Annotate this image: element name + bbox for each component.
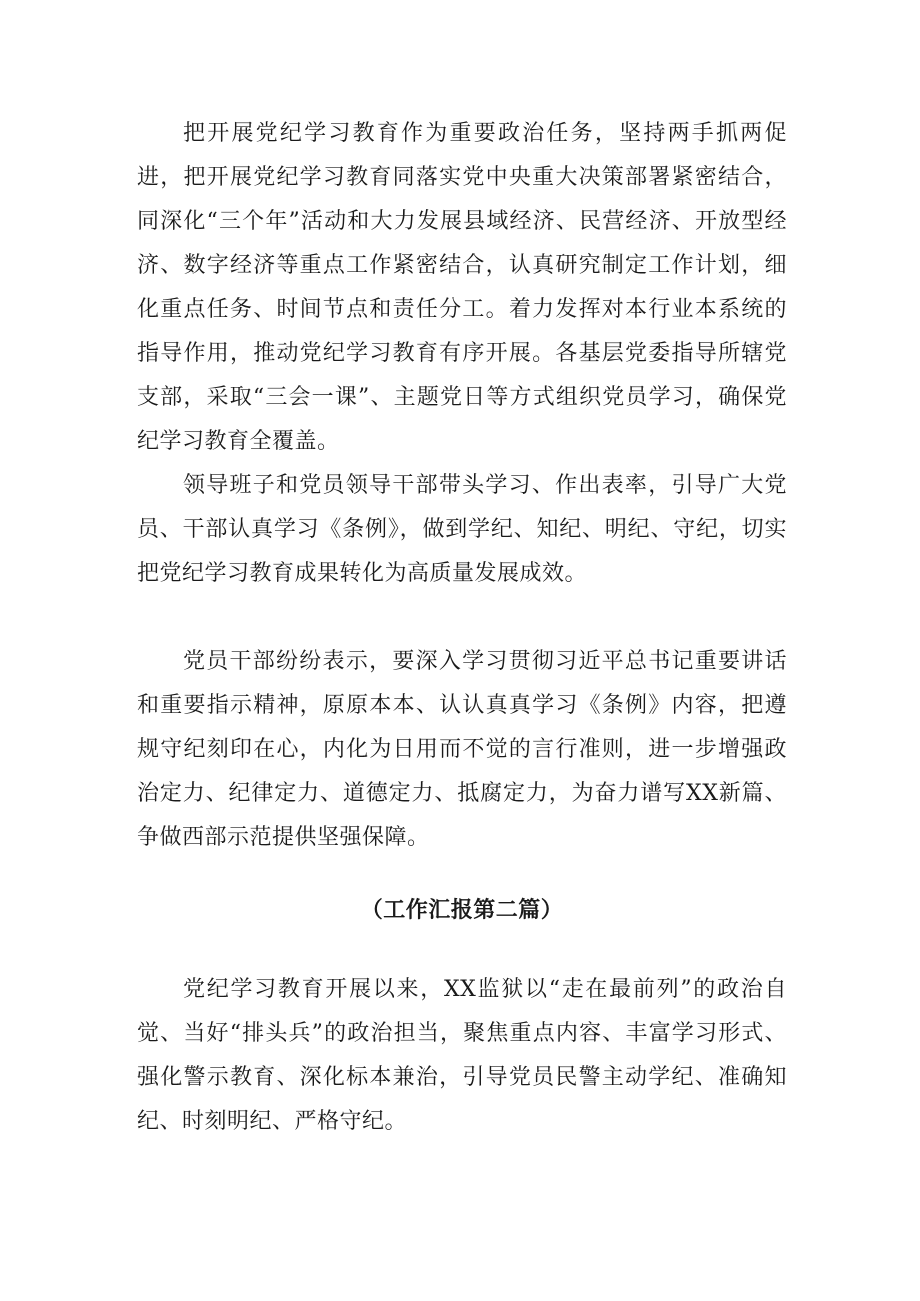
paragraph-party-discipline-education: 把开展党纪学习教育作为重要政治任务，坚持两手抓两促进，把开展党纪学习教育同落实党中央重大决策部署紧密结合，同深化“三个年”活动和大力发展县域经济、民营经济、开放型经济、数字经济等重点工作紧密结合，认真研究制定工作计划，细化重点任务、时间节点和责任分工。着力发挥对本行业本系统的指导作用，推动党纪学习教育有序开展。各基层党委指导所辖党支部，采取“三会一课”、主题党日等方式组织党员学习，确保党纪学习教育全覆盖。 <box>137 121 787 454</box>
paragraph-prison-education: 党纪学习教育开展以来，XX监狱以“走在最前列”的政治自觉、当好“排头兵”的政治担当，聚焦重点内容、丰富学习形式、强化警示教育、深化标本兼治，引导党员民警主动学纪、准确知纪、时刻明纪、严格守纪。 <box>137 977 787 1134</box>
section-heading: （工作汇报第二篇） <box>360 897 564 923</box>
paragraph-leadership-example: 领导班子和党员领导干部带头学习、作出表率，引导广大党员、干部认真学习《条例》，做到学纪、知纪、明纪、守纪，切实把党纪学习教育成果转化为高质量发展成效。 <box>137 473 787 586</box>
paragraph-cadre-statements: 党员干部纷纷表示，要深入学习贯彻习近平总书记重要讲话和重要指示精神，原原本本、认认真真学习《条例》内容，把遵规守纪刻印在心，内化为日用而不觉的言行准则，进一步增强政治定力、纪律定力、道德定力、抵腐定力，为奋力谱写XX新篇、争做西部示范提供坚强保障。 <box>137 649 787 850</box>
